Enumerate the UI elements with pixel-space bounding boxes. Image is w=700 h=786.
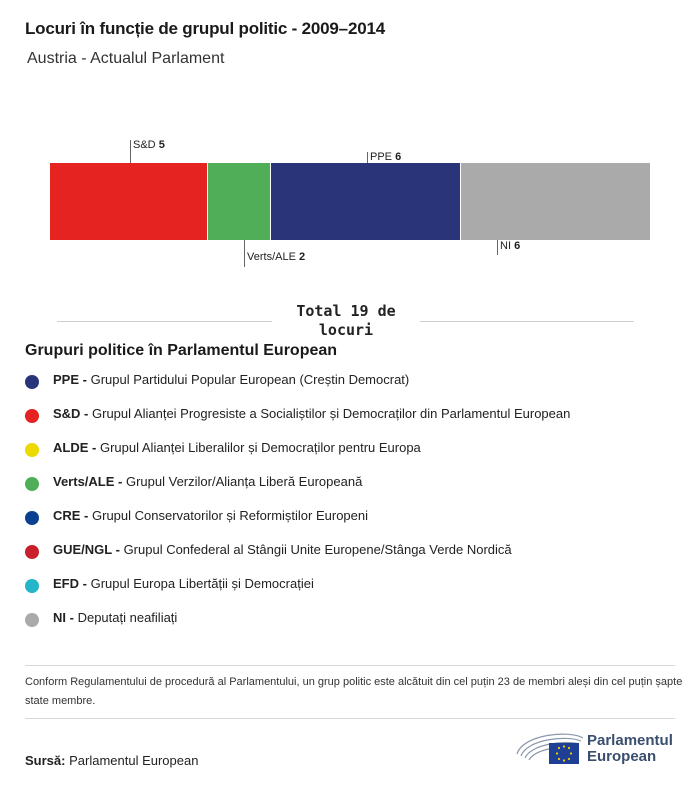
- source-value: Parlamentul European: [69, 753, 199, 768]
- bar-label: [500, 240, 520, 252]
- legend-description: Deputați neafiliați: [77, 610, 178, 625]
- legend-code: ALDE -: [53, 440, 97, 455]
- legend-description: Grupul Alianței Progresiste a Socialiștilor și Democraților din Parlamentul European: [92, 406, 571, 421]
- legend-text: [53, 610, 177, 625]
- total-rule-left: [57, 321, 272, 322]
- footnote: Conform Regulamentului de procedură al Parlamentului, un grup politic este alcătuit din cel puțin 23 de membri aleși din cel puțin șapte state membre.: [25, 676, 683, 707]
- legend-dot-icon: [25, 477, 39, 491]
- legend-text: [53, 474, 362, 489]
- total-seats-label: Total 19 de locuri: [296, 302, 396, 339]
- stacked-bar-chart: [0, 130, 700, 280]
- bar-label-name: S&D: [133, 139, 156, 151]
- bar-segment: [461, 163, 650, 240]
- legend-dot-icon: [25, 443, 39, 457]
- legend-description: Grupul Alianței Liberalilor și Democraților pentru Europa: [99, 440, 421, 455]
- source-label: Sursă:: [25, 753, 66, 768]
- label-leader-line: [130, 140, 131, 163]
- bar-label: [133, 139, 165, 151]
- bar-label-name: Verts/ALE: [247, 251, 296, 263]
- legend-text: [53, 440, 421, 455]
- legend-code: GUE/NGL -: [53, 542, 120, 557]
- legend-item: [25, 574, 685, 608]
- legend-description: Grupul Partidului Popular European (Creștin Democrat): [90, 372, 410, 387]
- legend-item: [25, 608, 685, 642]
- legend-code: PPE -: [53, 372, 87, 387]
- label-leader-line: [497, 240, 498, 255]
- bar-segment: [271, 163, 460, 240]
- legend-dot-icon: [25, 511, 39, 525]
- legend-item: [25, 438, 685, 472]
- legend-description: Grupul Europa Libertății și Democrației: [90, 576, 314, 591]
- divider-bottom: [25, 718, 675, 719]
- legend-code: EFD -: [53, 576, 87, 591]
- logo-line-1: Parlamentul: [587, 732, 673, 749]
- legend-dot-icon: [25, 409, 39, 423]
- bar-label-value: 6: [514, 240, 521, 252]
- legend-title: Grupuri politice în Parlamentul European: [25, 342, 338, 359]
- bar-label-value: 2: [298, 251, 306, 263]
- logo-text: [587, 733, 673, 765]
- label-leader-line: [244, 240, 245, 267]
- legend-text: [53, 406, 570, 421]
- total-seats: [0, 300, 700, 340]
- legend-text: [53, 542, 512, 557]
- source: [25, 753, 198, 768]
- legend-code: NI -: [53, 610, 74, 625]
- label-leader-line: [367, 152, 368, 163]
- legend-item: [25, 404, 685, 438]
- legend-description: Grupul Confederal al Stângii Unite Europene/Stânga Verde Nordică: [123, 542, 512, 557]
- legend-text: [53, 508, 368, 523]
- legend-item: [25, 472, 685, 506]
- bar-label: [247, 251, 305, 263]
- total-rule-right: [420, 321, 634, 322]
- divider-top: [25, 665, 675, 666]
- legend: [25, 370, 685, 642]
- bar-label-name: PPE: [370, 151, 393, 163]
- legend-description: Grupul Verzilor/Alianța Liberă Europeană: [125, 474, 363, 489]
- bar-segment: [50, 163, 208, 240]
- bar-label-value: 6: [395, 151, 402, 163]
- legend-dot-icon: [25, 375, 39, 389]
- legend-dot-icon: [25, 545, 39, 559]
- bar-label: [370, 151, 401, 163]
- legend-code: CRE -: [53, 508, 89, 523]
- legend-item: [25, 370, 685, 404]
- chart-subtitle: Austria - Actualul Parlament: [27, 50, 225, 67]
- legend-item: [25, 540, 685, 574]
- bar-segment: [208, 163, 271, 240]
- legend-dot-icon: [25, 613, 39, 627]
- logo-line-2: European: [587, 748, 657, 765]
- bar-label-value: 5: [158, 139, 165, 151]
- legend-text: [53, 576, 314, 591]
- legend-dot-icon: [25, 579, 39, 593]
- bar-label-name: NI: [500, 240, 511, 252]
- legend-code: S&D -: [53, 406, 89, 421]
- legend-text: [53, 372, 409, 387]
- chart-title: Locuri în funcție de grupul politic - 2009–2014: [25, 19, 385, 38]
- legend-code: Verts/ALE -: [53, 474, 123, 489]
- legend-item: [25, 506, 685, 540]
- legend-description: Grupul Conservatorilor și Reformiștilor Europeni: [92, 508, 369, 523]
